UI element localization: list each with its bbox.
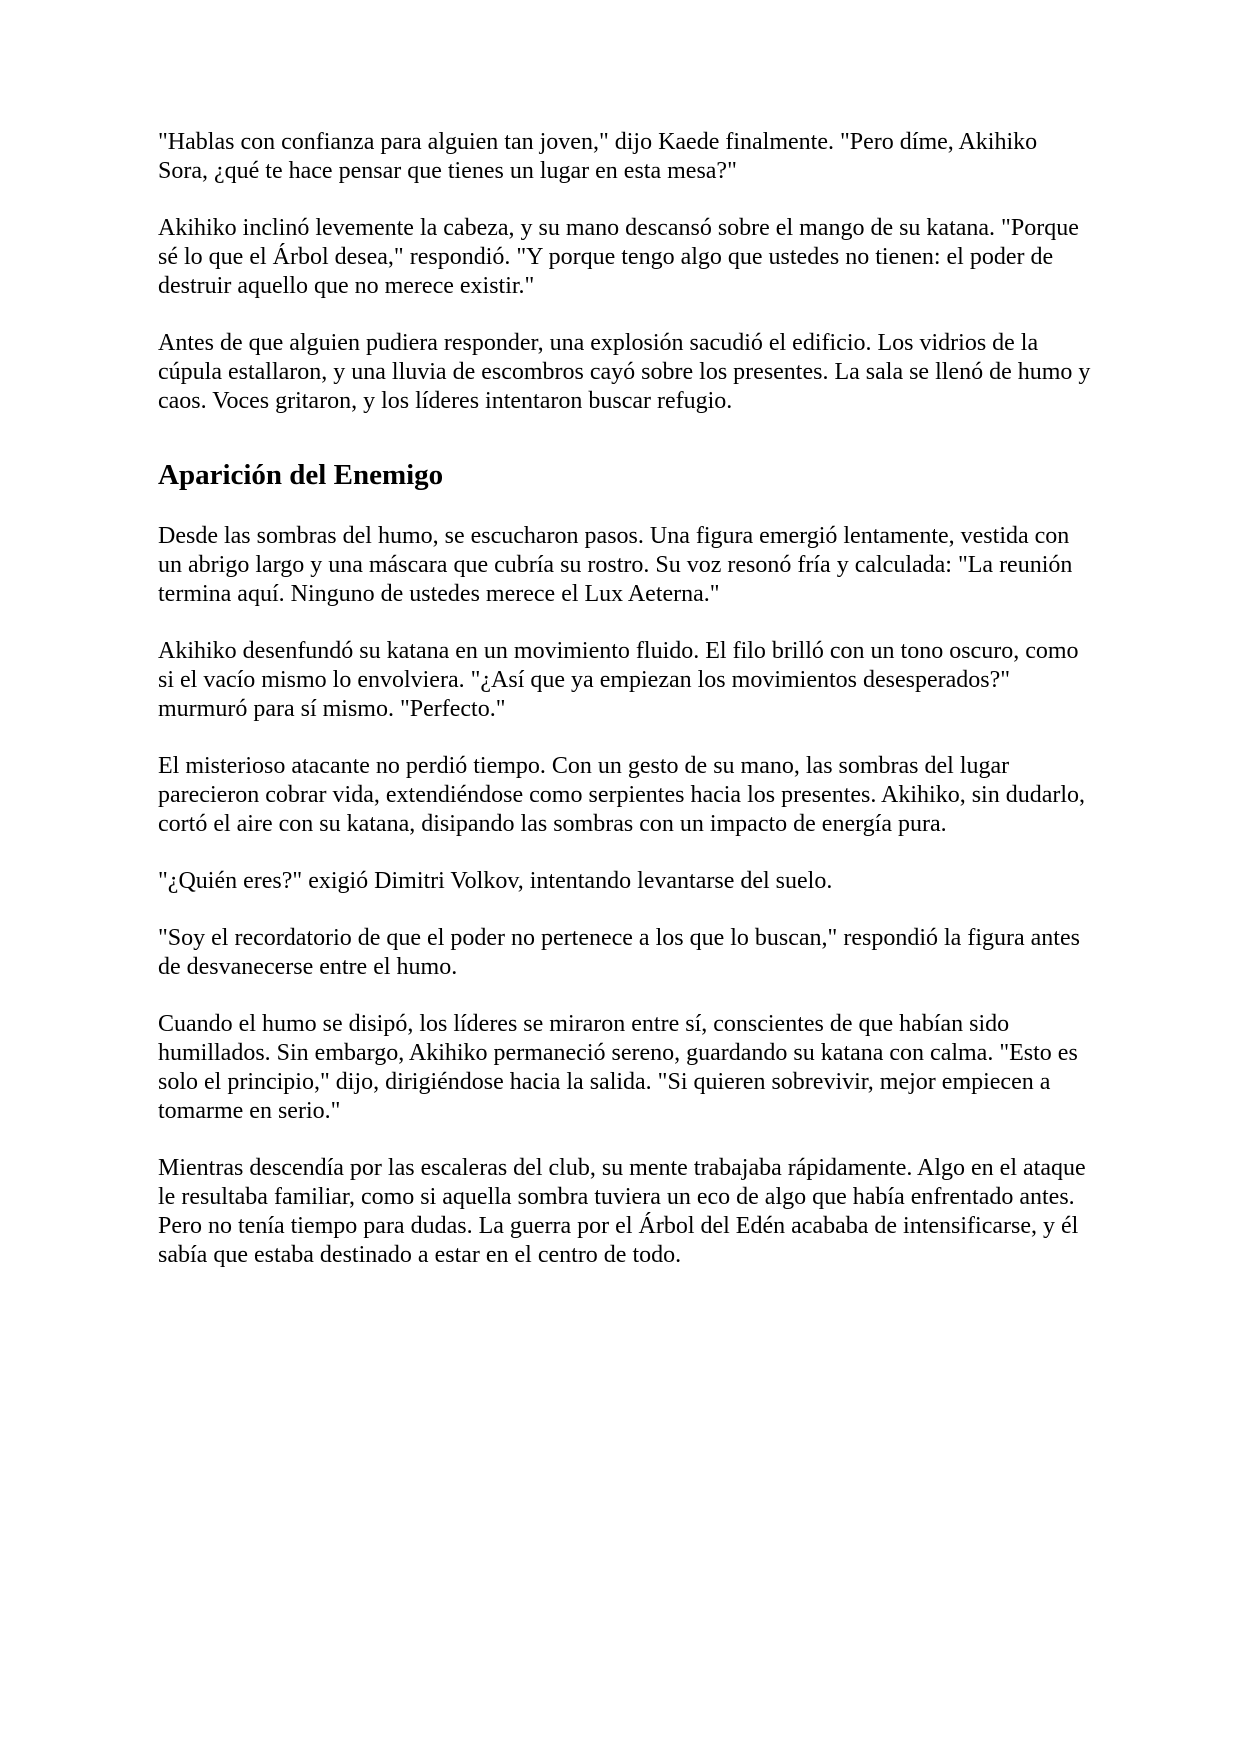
story-paragraph: "Hablas con confianza para alguien tan joven," dijo Kaede finalmente. "Pero díme, Akihiko Sora, ¿qué te hace pensar que tienes un lugar en esta mesa?" — [158, 129, 1038, 184]
story-paragraph: "Soy el recordatorio de que el poder no pertenece a los que lo buscan," respondió la figura antes de desvanecerse entre el humo. — [158, 925, 1080, 980]
story-paragraph: El misterioso atacante no perdió tiempo. Con un gesto de su mano, las sombras del lugar parecieron cobrar vida, extendiéndose como serpientes hacia los presentes. Akihiko, sin dudarlo, cortó el aire con su katana, disipando las sombras con un impacto de energía pura. — [158, 753, 1086, 837]
story-paragraph: Cuando el humo se disipó, los líderes se miraron entre sí, conscientes de que habían sido humillados. Sin embargo, Akihiko permaneció sereno, guardando su katana con calma. "Esto es solo el principio," dijo, dirigiéndose hacia la salida. "Si quieren sobrevivir, mejor empiecen a tomarme en serio." — [158, 1011, 1078, 1124]
story-paragraph: Akihiko desenfundó su katana en un movimiento fluido. El filo brilló con un tono oscuro, como si el vacío mismo lo envolviera. "¿Así que ya empiezan los movimientos desesperados?" murmuró para sí mismo. "Perfecto." — [158, 638, 1079, 722]
story-paragraph: Akihiko inclinó levemente la cabeza, y su mano descansó sobre el mango de su katana. "Porque sé lo que el Árbol desea," respondió. "Y porque tengo algo que ustedes no tienen: el poder de destruir aquello que no merece existir." — [158, 215, 1079, 299]
section-heading: Aparición del Enemigo — [158, 459, 444, 491]
story-paragraph: Antes de que alguien pudiera responder, una explosión sacudió el edificio. Los vidrios de la cúpula estallaron, y una lluvia de escombros cayó sobre los presentes. La sala se llenó de humo y caos. Voces gritaron, y los líderes intentaron buscar refugio. — [158, 330, 1091, 414]
story-paragraph: Mientras descendía por las escaleras del club, su mente trabajaba rápidamente. Algo en el ataque le resultaba familiar, como si aquella sombra tuviera un eco de algo que había enfrentado antes. Pero no tenía tiempo para dudas. La guerra por el Árbol del Edén acababa de intensificarse, y él sabía que estaba destinado a estar en el centro de todo. — [158, 1155, 1086, 1268]
story-paragraph: "¿Quién eres?" exigió Dimitri Volkov, intentando levantarse del suelo. — [158, 868, 833, 894]
story-paragraph: Desde las sombras del humo, se escucharon pasos. Una figura emergió lentamente, vestida con un abrigo largo y una máscara que cubría su rostro. Su voz resonó fría y calculada: "La reunión termina aquí. Ninguno de ustedes merece el Lux Aeterna." — [158, 523, 1073, 607]
